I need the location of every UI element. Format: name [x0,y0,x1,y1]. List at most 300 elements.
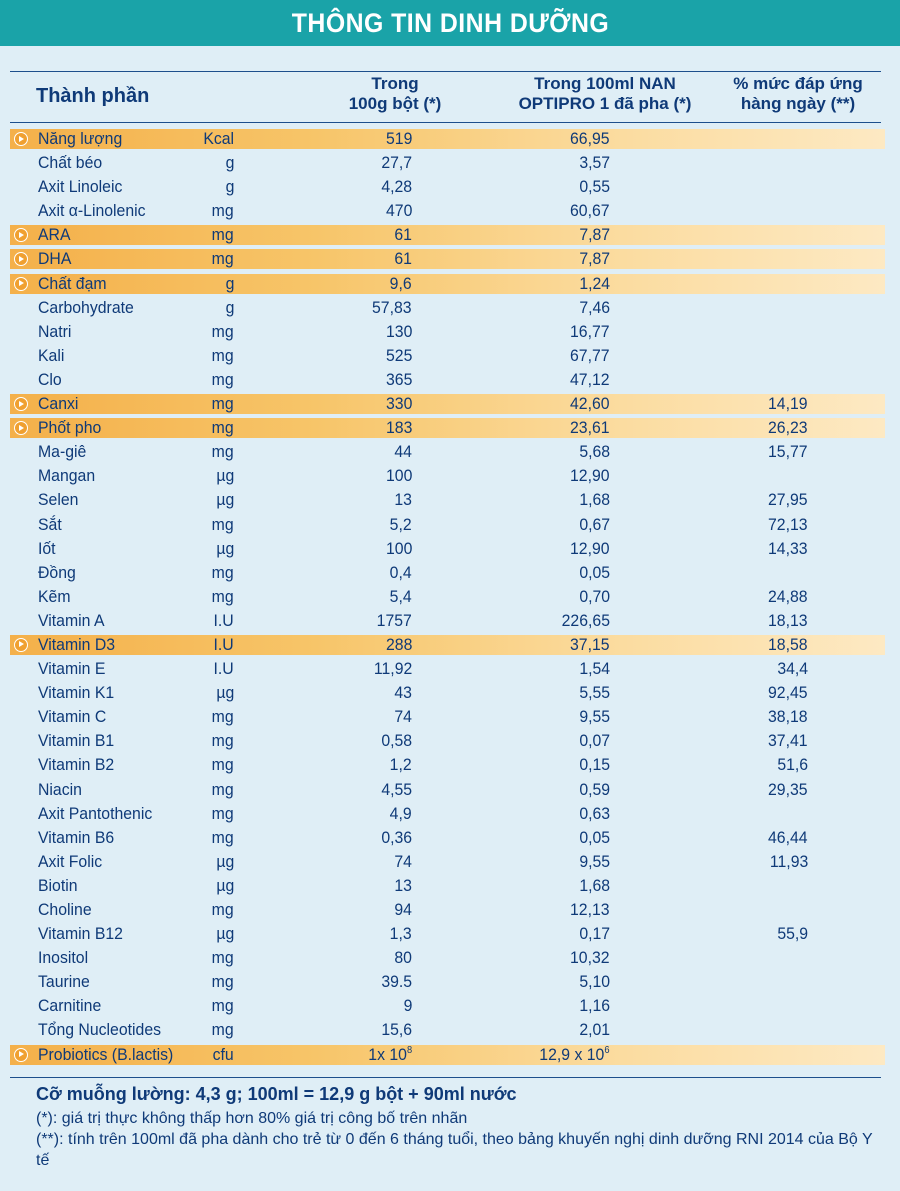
value-per-100ml [579,850,610,874]
value-per-100ml-text: 60,67 [570,201,610,221]
nutrient-name-text: Vitamin C [38,707,107,727]
table-row [0,272,900,296]
value-per-100ml-text: 47,12 [570,369,610,389]
nutrient-name [38,464,95,488]
nutrient-name-text: Niacin [38,779,82,799]
value-per-100ml [570,416,610,440]
table-row [0,850,900,874]
nutrient-name-text: Inositol [38,948,89,968]
value-per-100g-text: 9 [403,996,412,1016]
arrow-bullet-icon [14,397,28,411]
value-per-100g [386,392,412,416]
nutrient-name [38,970,90,994]
nutrient-unit-text: g [225,297,234,317]
nutrient-name [38,802,152,826]
value-per-100ml-text: 23,61 [570,418,610,438]
value-daily-percent [777,657,808,681]
row-highlight [10,394,885,414]
arrow-bullet-icon [14,132,28,146]
nutrient-unit [212,802,234,826]
nutrient-unit-text: mg [212,321,234,341]
nutrient-unit-text: µg [216,490,234,510]
value-per-100g-text: 100 [385,538,412,558]
nutrient-name-text: Natri [38,321,72,341]
value-per-100ml [579,175,610,199]
value-per-100ml-text: 0,05 [579,827,610,847]
value-per-100ml-text: 42,60 [570,394,610,414]
value-per-100ml [570,464,610,488]
nutrient-name [38,922,123,946]
nutrient-unit-text: mg [212,201,234,221]
footnote-1: (*): giá trị thực không thấp hơn 80% giá trị công bố trên nhãn [36,1110,468,1127]
row-highlight [10,418,885,438]
nutrient-unit-text: µg [216,851,234,871]
nutrient-unit-text: µg [216,875,234,895]
footnote-2: (**): tính trên 100ml đã pha dành cho trẻ từ 0 đến 6 tháng tuổi, theo bảng khuyến nghị dinh dưỡng RNI 2014 của Bộ Y tế [36,1131,873,1169]
nutrient-unit-text: g [225,273,234,293]
nutrient-name-text: DHA [38,249,72,269]
value-per-100ml-text: 1,68 [579,490,610,510]
table-row [0,247,900,271]
value-per-100g-text: 61 [394,225,412,245]
value-per-100ml-text: 5,10 [579,972,610,992]
table-row [0,127,900,151]
value-daily-percent-text: 92,45 [768,683,808,703]
value-per-100ml-text: 0,17 [579,924,610,944]
nutrient-unit [212,416,234,440]
nutrient-name-text: Axit Folic [38,851,103,871]
header-per-100ml-line2: OPTIPRO 1 đã pha (*) [518,94,692,113]
nutrient-unit [212,946,234,970]
nutrient-unit [212,199,234,223]
value-daily-percent [770,850,808,874]
nutrient-unit-text: mg [212,442,234,462]
table-row [0,537,900,561]
table-row [0,681,900,705]
value-per-100ml-text: 16,77 [570,321,610,341]
value-per-100g [386,199,412,223]
nutrient-unit [214,657,234,681]
page-title: THÔNG TIN DINH DƯỠNG [291,7,609,38]
table-row [0,778,900,802]
value-per-100g [390,753,412,777]
nutrient-name [38,850,102,874]
title-banner [0,0,900,46]
value-per-100g [386,633,412,657]
nutrient-name-text: Vitamin B1 [38,731,115,751]
value-per-100g [394,898,412,922]
nutrient-unit [216,850,234,874]
nutrient-name [38,272,107,296]
nutrient-unit [212,970,234,994]
value-per-100ml-text: 9,55 [579,707,610,727]
value-daily-percent-text: 29,35 [768,779,808,799]
value-per-100g-text: 525 [385,345,412,365]
nutrient-name-text: Phốt pho [38,418,102,438]
nutrient-unit [216,488,234,512]
nutrient-name [38,1043,173,1067]
value-per-100ml-text: 0,05 [579,562,610,582]
nutrient-name-text: Vitamin A [38,610,105,630]
nutrient-unit [212,368,234,392]
header-per-100g-line2: 100g bột (*) [348,94,442,113]
value-per-100ml [579,874,610,898]
table-row [0,392,900,416]
table-row [0,609,900,633]
table-row [0,922,900,946]
header-component: Thành phần [36,85,150,107]
value-per-100g [390,272,412,296]
value-per-100ml [579,561,610,585]
nutrient-name [38,778,82,802]
nutrient-unit-text: mg [212,731,234,751]
nutrient-unit-text: mg [212,514,234,534]
value-per-100ml [570,946,610,970]
nutrient-unit-text: I.U [213,659,234,679]
nutrient-name-text: Đồng [38,562,76,582]
nutrient-name [38,416,101,440]
value-per-100g-text: 4,28 [381,177,412,197]
value-per-100ml [579,296,610,320]
nutrient-unit [214,609,234,633]
value-per-100g-text: 43 [394,683,412,703]
table-row [0,344,900,368]
nutrient-name-text: Vitamin B2 [38,755,115,775]
table-row [0,561,900,585]
nutrient-name-text: Chất đạm [38,273,107,293]
nutrient-name-text: Iốt [38,538,56,558]
value-per-100ml-text: 5,68 [579,442,610,462]
value-daily-percent-text: 51,6 [777,755,808,775]
value-per-100g-text: 470 [385,201,412,221]
value-per-100ml-text: 0,70 [579,586,610,606]
nutrient-name [38,392,78,416]
nutrient-name [38,753,114,777]
nutrient-unit [212,753,234,777]
table-row [0,464,900,488]
table-row [0,440,900,464]
value-daily-percent [777,922,808,946]
nutrient-name [38,488,78,512]
value-per-100ml [570,127,610,151]
value-per-100g-text: 1,3 [390,924,412,944]
nutrient-name [38,898,92,922]
value-per-100ml [570,392,610,416]
value-per-100ml-text: 66,95 [570,129,610,148]
nutrient-unit-text: mg [212,948,234,968]
value-per-100g [386,127,412,151]
value-per-100ml [579,488,610,512]
nutrient-name [38,296,134,320]
header-daily-line1: % mức đáp ứng [733,74,863,93]
nutrient-name [38,657,105,681]
value-daily-percent-text: 37,41 [768,731,808,751]
table-row [0,633,900,657]
nutrient-unit-text: I.U [213,610,234,630]
value-per-100g-text: 57,83 [372,297,412,317]
nutrient-name [38,874,78,898]
nutrient-unit [216,464,234,488]
serving-info: Cỡ muỗng lường: 4,3 g; 100ml = 12,9 g bột + 90ml nước [36,1084,517,1104]
nutrient-unit-text: mg [212,707,234,727]
value-per-100g [386,320,412,344]
nutrient-name-text: Choline [38,900,92,919]
nutrient-name [38,561,76,585]
value-per-100g-text: 519 [385,129,412,148]
nutrient-name [38,729,114,753]
value-per-100g [372,296,412,320]
value-daily-percent [768,585,808,609]
nutrient-unit [212,392,234,416]
value-per-100g [394,223,412,247]
value-daily-percent [768,705,808,729]
row-highlight [10,274,885,294]
nutrient-name-text: Canxi [38,394,79,414]
value-per-100ml [540,1043,610,1067]
nutrient-name-text: Clo [38,369,62,389]
nutrient-unit [225,175,234,199]
value-per-100ml [579,778,610,802]
value-per-100g-text: 288 [385,634,412,654]
value-per-100g [394,946,412,970]
nutrient-name-text: Vitamin B12 [38,924,123,944]
arrow-bullet-icon [14,277,28,291]
nutrient-unit [216,874,234,898]
nutrient-name-text: Tổng Nucleotides [38,1020,162,1040]
value-daily-percent-text: 18,13 [768,610,808,630]
value-per-100g-text: 183 [385,418,412,438]
nutrient-name [38,681,114,705]
value-per-100g-text: 80 [394,948,412,968]
value-per-100g [381,826,412,850]
value-daily-percent-text: 26,23 [768,418,808,438]
value-per-100ml-text: 226,65 [561,610,610,630]
value-per-100g [377,609,412,633]
value-per-100ml [579,151,610,175]
nutrient-unit-text: mg [212,803,234,823]
value-daily-percent-text: 34,4 [777,659,808,679]
row-highlight [10,249,885,269]
nutrient-unit [216,537,234,561]
nutrient-unit-text: mg [212,900,234,919]
value-per-100g-text: 39.5 [381,972,412,992]
nutrition-table [0,127,900,1067]
table-row [0,175,900,199]
nutrient-name [38,344,64,368]
nutrient-name [38,633,115,657]
value-per-100g-text: 74 [394,851,412,871]
nutrient-name [38,1018,161,1042]
value-per-100ml-text: 0,55 [579,177,610,197]
nutrient-name-text: Vitamin K1 [38,683,115,703]
value-per-100ml [570,344,610,368]
nutrient-name-text: Vitamin D3 [38,634,116,654]
nutrient-name [38,223,71,247]
value-per-100g-text: 4,55 [381,779,412,799]
value-per-100ml-text: 9,55 [579,851,610,871]
value-per-100ml [579,970,610,994]
header-per-100ml [490,74,720,114]
table-row [0,320,900,344]
value-daily-percent-text: 46,44 [768,827,808,847]
value-per-100g [386,416,412,440]
value-per-100g [394,681,412,705]
nutrient-unit-text: µg [216,683,234,703]
value-per-100g [374,657,412,681]
value-per-100g [394,247,412,271]
nutrient-name [38,826,114,850]
nutrient-name-text: Biotin [38,875,78,895]
nutrient-unit-text: mg [212,1020,234,1040]
nutrient-name-text: Carbohydrate [38,297,134,317]
bottom-divider [10,1077,881,1078]
table-row [0,368,900,392]
value-per-100g-text: 0,36 [381,827,412,847]
value-per-100ml-text: 0,15 [579,755,610,775]
nutrient-name-text: Ma-giê [38,442,87,462]
value-per-100ml [570,633,610,657]
nutrient-name [38,585,71,609]
value-per-100ml [570,199,610,223]
table-row [0,753,900,777]
value-per-100ml [579,657,610,681]
nutrient-name-text: Axit α-Linolenic [38,201,146,221]
nutrient-name-text: Chất béo [38,153,103,173]
nutrient-unit-text: I.U [213,634,234,654]
nutrient-name-text: Taurine [38,972,90,992]
value-per-100g [381,970,412,994]
value-per-100g-text: 0,58 [381,731,412,751]
value-per-100g-text: 94 [394,900,412,919]
value-per-100g [390,513,412,537]
value-daily-percent-text: 14,19 [768,394,808,414]
value-daily-percent [768,537,808,561]
value-per-100g-text: 74 [394,707,412,727]
value-per-100ml-text: 1,54 [579,659,610,679]
value-daily-percent-text: 18,58 [768,634,808,654]
nutrient-name-text: Axit Pantothenic [38,803,153,823]
value-daily-percent [768,729,808,753]
nutrient-unit [212,826,234,850]
nutrient-name [38,609,105,633]
nutrient-unit [214,633,234,657]
value-per-100g [381,175,412,199]
nutrient-unit [225,151,234,175]
value-per-100g-text: 61 [394,249,412,269]
nutrient-unit [212,513,234,537]
header-daily-line2: hàng ngày (**) [740,94,856,113]
value-per-100ml [579,223,610,247]
table-row [0,802,900,826]
value-per-100g [381,778,412,802]
table-row [0,199,900,223]
value-per-100ml-text: 2,01 [579,1020,610,1040]
nutrient-name [38,513,62,537]
table-row [0,296,900,320]
table-row [0,416,900,440]
value-daily-percent [768,488,808,512]
table-row [0,705,900,729]
value-per-100g [403,994,412,1018]
nutrient-unit-text: g [225,153,234,173]
value-per-100ml [579,272,610,296]
nutrient-unit [212,585,234,609]
value-per-100ml [579,705,610,729]
nutrient-name [38,946,88,970]
value-daily-percent [768,392,808,416]
nutrient-unit [225,296,234,320]
row-highlight [10,635,885,655]
nutrient-unit [216,922,234,946]
value-per-100g-text: 4,9 [390,803,412,823]
value-per-100g-text: 15,6 [381,1020,412,1040]
nutrient-unit [212,729,234,753]
value-daily-percent [768,440,808,464]
value-per-100g [386,464,412,488]
nutrient-unit [212,778,234,802]
value-per-100g-text: 130 [385,321,412,341]
value-per-100ml [579,729,610,753]
value-per-100g [394,850,412,874]
row-highlight [10,225,885,245]
value-per-100ml [579,922,610,946]
nutrient-unit-text: Kcal [203,129,234,148]
nutrient-unit-text: mg [212,562,234,582]
value-per-100g-text: 365 [385,369,412,389]
value-per-100g [394,440,412,464]
row-highlight [10,129,885,149]
nutrient-unit [225,272,234,296]
nutrient-unit [212,320,234,344]
value-per-100ml [579,994,610,1018]
value-per-100ml-text: 7,87 [579,249,610,269]
nutrient-unit [212,223,234,247]
value-per-100ml [579,802,610,826]
table-row [0,657,900,681]
value-per-100ml-exponent: 6 [604,1044,610,1056]
value-per-100ml [579,681,610,705]
value-daily-percent-text: 11,93 [769,851,808,871]
value-daily-percent [768,778,808,802]
header-divider [10,122,881,123]
nutrient-name-text: Năng lượng [38,129,123,148]
value-per-100ml [579,247,610,271]
table-row [0,994,900,1018]
nutrient-unit-text: mg [212,394,234,414]
value-daily-percent-text: 55,9 [777,924,808,944]
value-per-100ml [579,440,610,464]
value-per-100g [381,151,412,175]
nutrient-name-text: Axit Linoleic [38,177,123,197]
header-per-100g [330,74,460,114]
nutrient-name [38,537,56,561]
table-row [0,1043,900,1067]
value-per-100g-text: 5,4 [390,586,412,606]
value-per-100g [394,874,412,898]
nutrient-unit-text: mg [212,225,234,245]
value-per-100ml [570,898,610,922]
value-per-100ml-text: 37,15 [570,634,610,654]
value-per-100g [394,705,412,729]
nutrient-unit [212,994,234,1018]
value-per-100g [394,488,412,512]
value-daily-percent-text: 24,88 [768,586,808,606]
table-row [0,898,900,922]
value-per-100ml-text: 7,46 [579,297,610,317]
value-per-100ml-text: 12,90 [570,538,610,558]
value-per-100g-text: 11,92 [373,659,412,679]
nutrient-unit-text: mg [212,586,234,606]
